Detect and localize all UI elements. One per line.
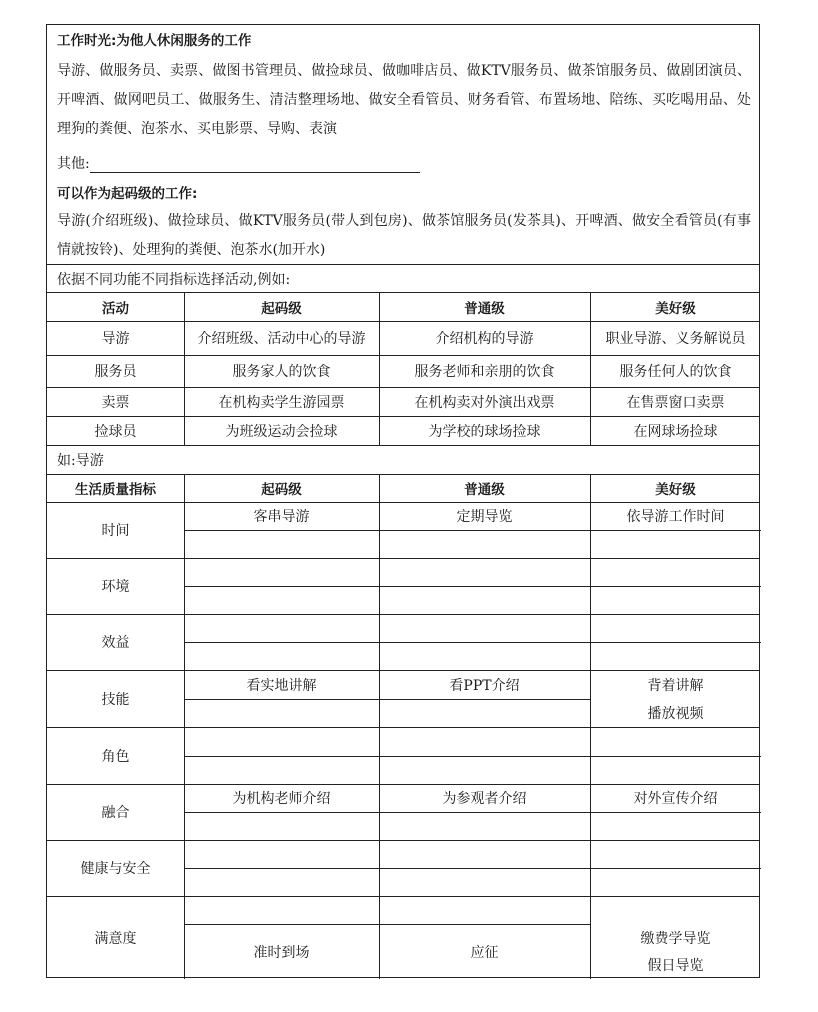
sub-row-line xyxy=(184,642,761,643)
fusion-normal: 为参观者介绍 xyxy=(442,791,527,807)
other-blank[interactable] xyxy=(90,158,420,173)
other-line xyxy=(57,153,420,173)
section2-title: 可以作为起码级的工作: xyxy=(57,186,198,202)
time-basic: 客串导游 xyxy=(253,509,310,525)
satisfaction-good-1: 缴费学导览 xyxy=(640,930,711,947)
table1-cell: 在机构卖对外演出戏票 xyxy=(414,394,555,411)
table1-cell: 导游 xyxy=(101,331,130,347)
sub-row-line xyxy=(184,868,761,869)
row-line xyxy=(47,445,759,446)
sub-row-line xyxy=(184,699,590,700)
table1-cell: 职业导游、义务解说员 xyxy=(605,331,746,347)
table1-cell: 为班级运动会捡球 xyxy=(225,423,338,440)
sub-row-line xyxy=(184,586,761,587)
table1-cell: 服务老师和亲朋的饮食 xyxy=(414,364,555,380)
satisfaction-good-2: 假日导览 xyxy=(647,958,704,974)
table1-header-activity: 活动 xyxy=(102,300,129,317)
sub-row-line xyxy=(184,530,761,531)
table1-cell: 介绍班级、活动中心的导游 xyxy=(197,331,366,347)
indicator-environment: 环境 xyxy=(101,579,130,595)
indicator-health-safety: 健康与安全 xyxy=(80,861,151,877)
table1-cell: 在机构卖学生游园票 xyxy=(218,394,345,411)
satisfaction-normal: 应征 xyxy=(470,944,499,961)
other-label: 其他: xyxy=(57,156,90,172)
indicator-benefit: 效益 xyxy=(101,635,130,651)
example-line: 如:导游 xyxy=(57,453,104,469)
table2-header-indicator: 生活质量指标 xyxy=(75,482,156,498)
table1-cell: 介绍机构的导游 xyxy=(435,331,534,347)
skill-good-2: 播放视频 xyxy=(647,706,704,722)
table1-cell: 服务员 xyxy=(94,364,137,380)
table1-cell: 为学校的球场捡球 xyxy=(428,423,541,440)
indicator-time: 时间 xyxy=(101,523,130,539)
intro-line: 依据不同功能不同指标选择活动,例如: xyxy=(57,272,291,288)
satisfaction-basic: 准时到场 xyxy=(253,944,310,961)
table1-cell: 在网球场捡球 xyxy=(633,423,718,440)
time-good: 依导游工作时间 xyxy=(626,509,725,525)
section2-text: 导游(介绍班级)、做捡球员、做KTV服务员(带人到包房)、做茶馆服务员(发茶具)、开啤酒、做安全看管员(有事情就按铃)、处理狗的粪便、泡茶水(加开水) xyxy=(57,213,751,258)
table2-header-normal: 普通级 xyxy=(464,482,505,498)
table1-header-good: 美好级 xyxy=(655,300,696,317)
table1-cell: 在售票窗口卖票 xyxy=(626,394,725,411)
section1-title: 工作时光:为他人休闲服务的工作 xyxy=(57,33,252,49)
table2-header-basic: 起码级 xyxy=(261,482,302,498)
table1-header-normal: 普通级 xyxy=(464,300,505,317)
table1-cell: 捡球员 xyxy=(94,423,137,440)
table1-cell: 服务任何人的饮食 xyxy=(619,364,732,380)
fusion-good: 对外宣传介绍 xyxy=(633,791,718,807)
skill-normal: 看PPT介绍 xyxy=(449,677,520,694)
document-frame xyxy=(46,24,760,978)
sub-row-line xyxy=(184,812,761,813)
table1-cell: 服务家人的饮食 xyxy=(232,364,331,380)
section1-text: 导游、做服务员、卖票、做图书管理员、做捡球员、做咖啡店员、做KTV服务员、做茶馆服务员、做剧团演员、开啤酒、做网吧员工、做服务生、清洁整理场地、做安全看管员、财务看管、布置场地、陪练、买吃喝用品、处理狗的粪便、泡茶水、买电影票、导购、表演 xyxy=(57,63,751,137)
table2-header-good: 美好级 xyxy=(655,482,696,498)
indicator-fusion: 融合 xyxy=(101,805,130,821)
skill-good-1: 背着讲解 xyxy=(647,677,704,694)
sub-row-line xyxy=(184,756,761,757)
indicator-skill: 技能 xyxy=(101,691,130,708)
indicator-role: 角色 xyxy=(101,748,130,765)
time-normal: 定期导览 xyxy=(456,509,513,525)
skill-basic: 看实地讲解 xyxy=(246,677,317,694)
table1-header-basic: 起码级 xyxy=(261,300,302,317)
divider xyxy=(47,264,759,265)
table1-cell: 卖票 xyxy=(101,394,130,411)
fusion-basic: 为机构老师介绍 xyxy=(232,791,331,807)
indicator-satisfaction: 满意度 xyxy=(94,930,137,947)
